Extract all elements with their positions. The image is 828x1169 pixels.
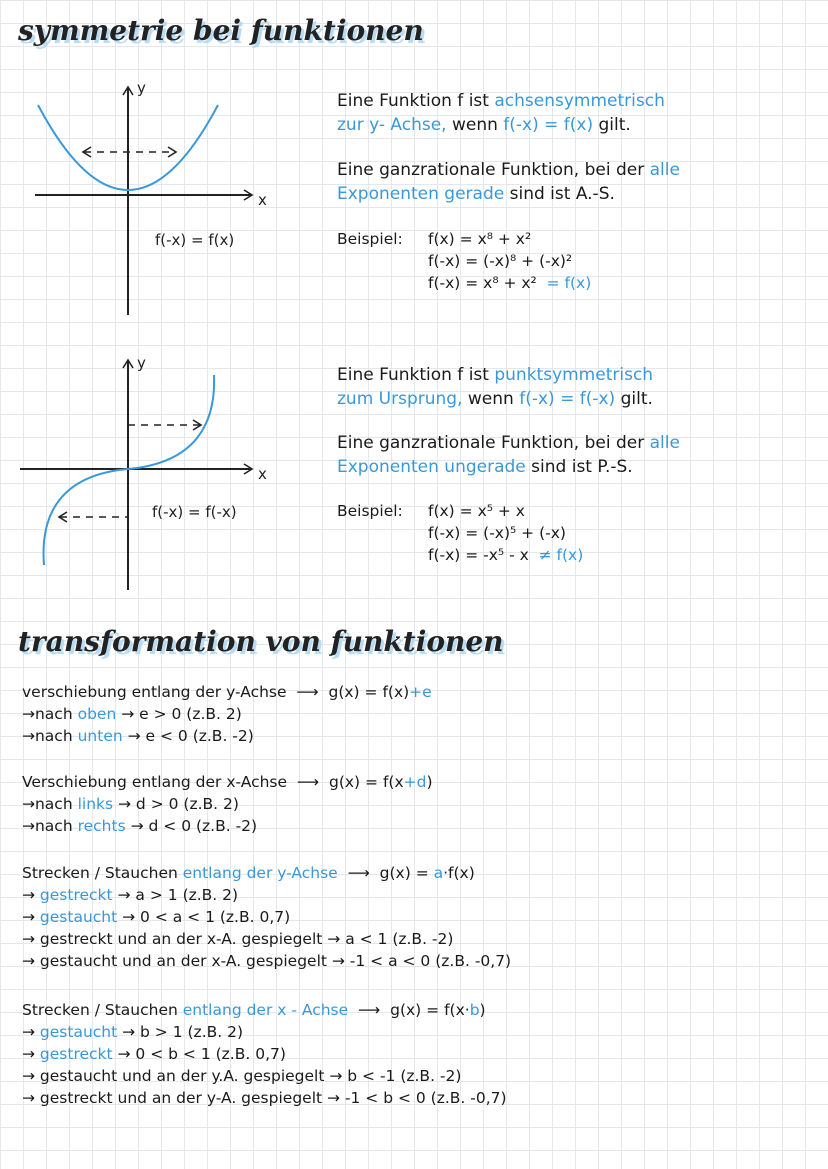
point-example-label: Beispiel: xyxy=(337,502,403,520)
shift-y-block: verschiebung entlang der y-Achse ⟶ g(x) = f(x)+e →nach oben → e > 0 (z.B. 2) →nach unten → e < 0 (z.B. -2) xyxy=(22,683,432,745)
point-example: f(x) = x⁵ + x f(-x) = (-x)⁵ + (-x) f(-x) = -x⁵ - x ≠ f(x) xyxy=(428,502,584,564)
y-axis-label: y xyxy=(137,354,146,372)
axis-example: f(x) = x⁸ + x² f(-x) = (-x)⁸ + (-x)² f(-x) = x⁸ + x² = f(x) xyxy=(428,230,592,292)
title-symmetrie: symmetrie bei funktionen xyxy=(18,14,424,47)
shift-x-block: Verschiebung entlang der x-Achse ⟶ g(x) = f(x+d) →nach links → d > 0 (z.B. 2) →nach rechts → d < 0 (z.B. -2) xyxy=(22,773,433,835)
x-axis-label: x xyxy=(258,465,267,483)
axis-symmetry-text: Eine Funktion f ist achsensymmetrisch zur y- Achse, wenn f(-x) = f(x) gilt. xyxy=(337,91,665,135)
graph2-caption: f(-x) = f(-x) xyxy=(152,503,237,521)
graph-parabola xyxy=(20,75,310,320)
y-axis-label: y xyxy=(137,79,146,97)
title-transformation: transformation von funktionen xyxy=(18,625,504,658)
axis-rule-text: Eine ganzrationale Funktion, bei der alle Exponenten gerade sind ist A.-S. xyxy=(337,160,680,204)
axis-example-label: Beispiel: xyxy=(337,230,403,248)
stretch-x-block: Strecken / Stauchen entlang der x - Achse ⟶ g(x) = f(x·b) → gestaucht → b > 1 (z.B. 2) → gestreckt → 0 < b < 1 (z.B. 0,7) → gestaucht und an der y.A. gespiegelt → b < -1 (z.B. -2) → gestreckt und an der y-A. gespiegelt → -1 < b < 0 (z.B. -0,7) xyxy=(22,1001,507,1107)
stretch-y-block: Strecken / Stauchen entlang der y-Achse ⟶ g(x) = a·f(x) → gestreckt → a > 1 (z.B. 2) → gestaucht → 0 < a < 1 (z.B. 0,7) → gestreckt und an der x-A. gespiegelt → a < 1 (z.B. -2) → gestaucht und an der x-A. gespiegelt → -1 < a < 0 (z.B. -0,7) xyxy=(22,864,512,970)
graph1-caption: f(-x) = f(x) xyxy=(155,231,235,249)
graph-cubic xyxy=(20,355,310,595)
point-rule-text: Eine ganzrationale Funktion, bei der alle Exponenten ungerade sind ist P.-S. xyxy=(337,433,680,477)
point-symmetry-text: Eine Funktion f ist punktsymmetrisch zum Ursprung, wenn f(-x) = f(-x) gilt. xyxy=(337,365,654,409)
x-axis-label: x xyxy=(258,191,267,209)
